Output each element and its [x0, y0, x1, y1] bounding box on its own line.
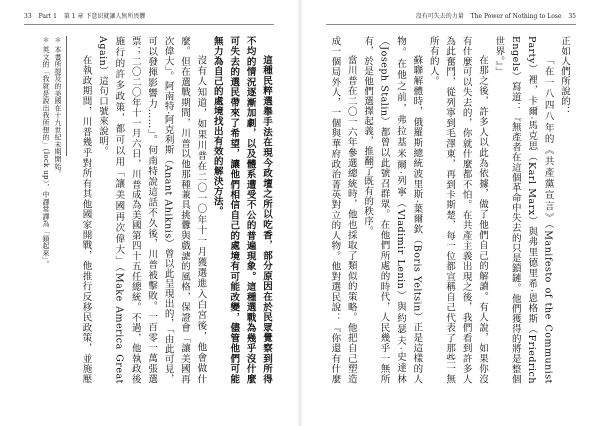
left-header-rule: [24, 24, 274, 25]
right-page: [304, 0, 600, 426]
left-body-text: [76, 36, 274, 384]
right-paragraph-4: 蘇聯解體時，俄羅斯總統波里斯·葉爾欽（Boris Yeltsin）正是這樣的人物。在他之前，弗拉基米爾·列寧（Vladimir Lenin）與約瑟夫·史達林（Joseph Stalin）都曾以此號召群眾。在他們所處的時代，人民幾乎一無所有，於是他們選擇起義，推翻了既有的秩序。: [362, 36, 423, 384]
footnotes: [26, 36, 64, 384]
left-page: [0, 0, 296, 426]
left-paragraph-2: 沒有人知道，如果川普在二〇一〇年十一月獲選進入白宮後，他會做什麼。但在選戰期間，川普以他那種兼具挑釁與戲謔的風格，保證會「讓美國再次偉大」。阿南特·阿克利斯（Anant Ahiknis）曾以此呈現出的，「由此可見，可以發揮影響力……」。何南特說這話不久後，川普被擊敗。一百零一萬張選票；二〇二〇年十一月六日，川普成為美國第四十五任總統。不過，他執政後施行的許多政策，都可以用「讓美國再次偉大」（Make America Great Again）這句口號來說明。: [96, 36, 207, 384]
part-label: Part 1: [38, 13, 57, 20]
right-paragraph-2: 「在一八四八年的《共產黨宣言》（Manifesto of the Communist Party）裡，卡爾·馬克思（Karl Marx）與弗里德里希·恩格斯（Friedrich Engels）寫道：『無產者在這個革命中失去的只是鎖鏈。他們獲得的將是整個世界。』」: [493, 36, 554, 384]
right-paragraph-1: 正如人們所說的：: [559, 36, 570, 116]
left-paragraph-1: 這種民粹選舉手法在現今政壇之所以吃香，部分原因在於民眾覺察到所得不均的情況逐漸加劇，以及體系遭受不公的普遍現象。這種選戰為幾乎沒什麼可失去的選民帶來了希望，讓他們相信自己的處境有可能改變，儘管他們可能無力為自己的處境找出有效的解決方法。: [211, 36, 272, 384]
book-title: The Power of Nothing to Lose: [470, 13, 562, 20]
right-paragraph-5: 當川普在二〇一六年參選總統時，他也採取了類似的策略。他把自己塑造成一個局外人，一個與華府政治菁英對立的人物。他對選民說：『你還有什麼: [329, 36, 357, 384]
right-body-text: [326, 36, 572, 384]
book-gutter: [297, 0, 303, 426]
left-page-number: 33: [24, 13, 32, 20]
footnote-rule: [66, 36, 67, 156]
left-running-header: [24, 13, 150, 20]
footnote-1: ＊ 本書所提及的美國在十九世紀末期開始。: [54, 36, 62, 178]
left-paragraph-3: 在執政期間，川普幾乎對所有其他國家開戰，他推行反移民政策，並施壓: [80, 55, 92, 384]
right-page-number: 35: [568, 13, 576, 20]
running-head-cn: 沒有可失去的力量: [415, 13, 464, 20]
right-header-rule: [326, 24, 576, 25]
right-running-header: [411, 13, 576, 20]
right-paragraph-3: 在那之後，許多人以此為依據，做了他們自己的解讀。有人說，如果你沒有什麼可以失去的，你就什麼都不怕。在共產主義出現之後，我們看到許多人為此奮鬥，從列寧到毛澤東，再到卡斯楚，每一位都宣稱自己代表了那些一無所有的人。: [427, 36, 488, 384]
footnote-2: ＊ 英文的「我就是說出我所想的」（lock up），中譯常譯為「鎖起來」。: [42, 36, 50, 268]
chapter-title: 第 1 章 下意识就讓人無所畏懼: [63, 13, 146, 20]
